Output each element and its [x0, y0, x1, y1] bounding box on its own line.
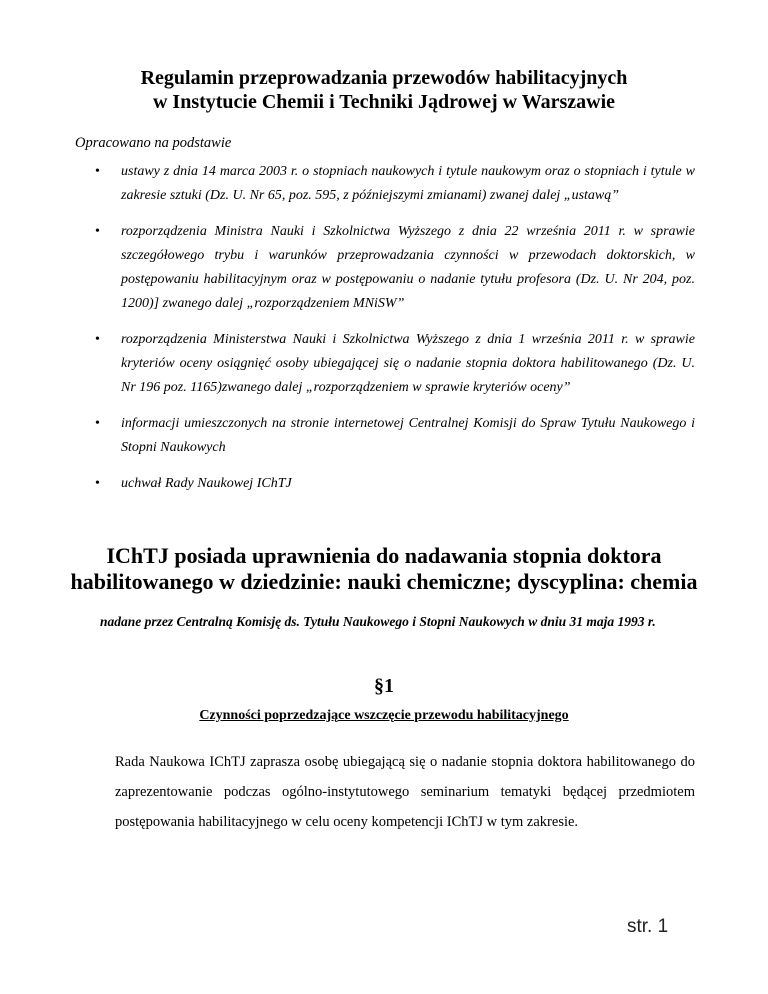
- list-item-text: ustawy z dnia 14 marca 2003 r. o stopniach naukowych i tytule naukowym oraz o stopniach i tytule w zakresie sztuki (Dz. U. Nr 65, poz. 595, z późniejszymi zmianami) zwanej dalej „ustawą”: [121, 164, 695, 203]
- bullet-icon: •: [95, 224, 100, 239]
- list-item-text: rozporządzenia Ministra Nauki i Szkolnictwa Wyższego z dnia 22 września 2011 r. w sprawie szczegółowego trybu i warunków przeprowadzania czynności w przewodach doktorskich, w postępowaniu habilitacyjnym oraz w postępowaniu o nadanie tytułu profesora (Dz. U. Nr 204, poz. 1200)] zwanego dalej „rozporządzeniem MNiSW”: [121, 224, 695, 311]
- section-paragraph: Rada Naukowa IChTJ zaprasza osobę ubiegającą się o nadanie stopnia doktora habilitowanego do zaprezentowanie podczas ogólno-instytutowego seminarium tematyki będącej przedmiotem postępowania habilitacyjnego w celu oceny kompetencji IChTJ w tym zakresie.: [115, 754, 695, 830]
- bullet-icon: •: [95, 332, 100, 347]
- list-item: [95, 472, 695, 496]
- section-number: §1: [374, 675, 394, 697]
- document-title: [0, 66, 768, 114]
- authority-heading-line-2: habilitowanego w dziedzinie: nauki chemiczne; dyscyplina: chemia: [70, 569, 698, 594]
- bullet-icon: •: [95, 164, 100, 179]
- list-item-text: informacji umieszczonych na stronie internetowej Centralnej Komisji do Spraw Tytułu Naukowego i Stopni Naukowych: [121, 416, 695, 455]
- list-item: [95, 220, 695, 316]
- bullet-icon: •: [95, 416, 100, 431]
- list-item: [95, 328, 695, 400]
- title-line-2: w Instytucie Chemii i Techniki Jądrowej w Warszawie: [152, 91, 616, 113]
- list-item-text: uchwał Rady Naukowej IChTJ: [121, 476, 292, 491]
- page-number: str. 1: [627, 916, 669, 937]
- list-item: [95, 412, 695, 460]
- bullet-icon: •: [95, 476, 100, 491]
- authority-heading-line-1: IChTJ posiada uprawnienia do nadawania stopnia doktora: [106, 543, 662, 568]
- basis-intro: Opracowano na podstawie: [75, 135, 232, 151]
- list-item: [95, 160, 695, 208]
- basis-list: [95, 160, 695, 508]
- authority-heading: [0, 543, 768, 595]
- granted-by-note: nadane przez Centralną Komisję ds. Tytułu Naukowego i Stopni Naukowych w dniu 31 maja 1993 r.: [100, 614, 656, 629]
- list-item-text: rozporządzenia Ministerstwa Nauki i Szkolnictwa Wyższego z dnia 1 września 2011 r. w sprawie kryteriów oceny osiągnięć osoby ubiegającej się o nadanie stopnia doktora habilitowanego (Dz. U. Nr 196 poz. 1165)zwanego dalej „rozporządzeniem w sprawie kryteriów oceny”: [121, 332, 695, 395]
- title-line-1: Regulamin przeprowadzania przewodów habilitacyjnych: [140, 67, 628, 89]
- section-title: Czynności poprzedzające wszczęcie przewodu habilitacyjnego: [199, 708, 569, 723]
